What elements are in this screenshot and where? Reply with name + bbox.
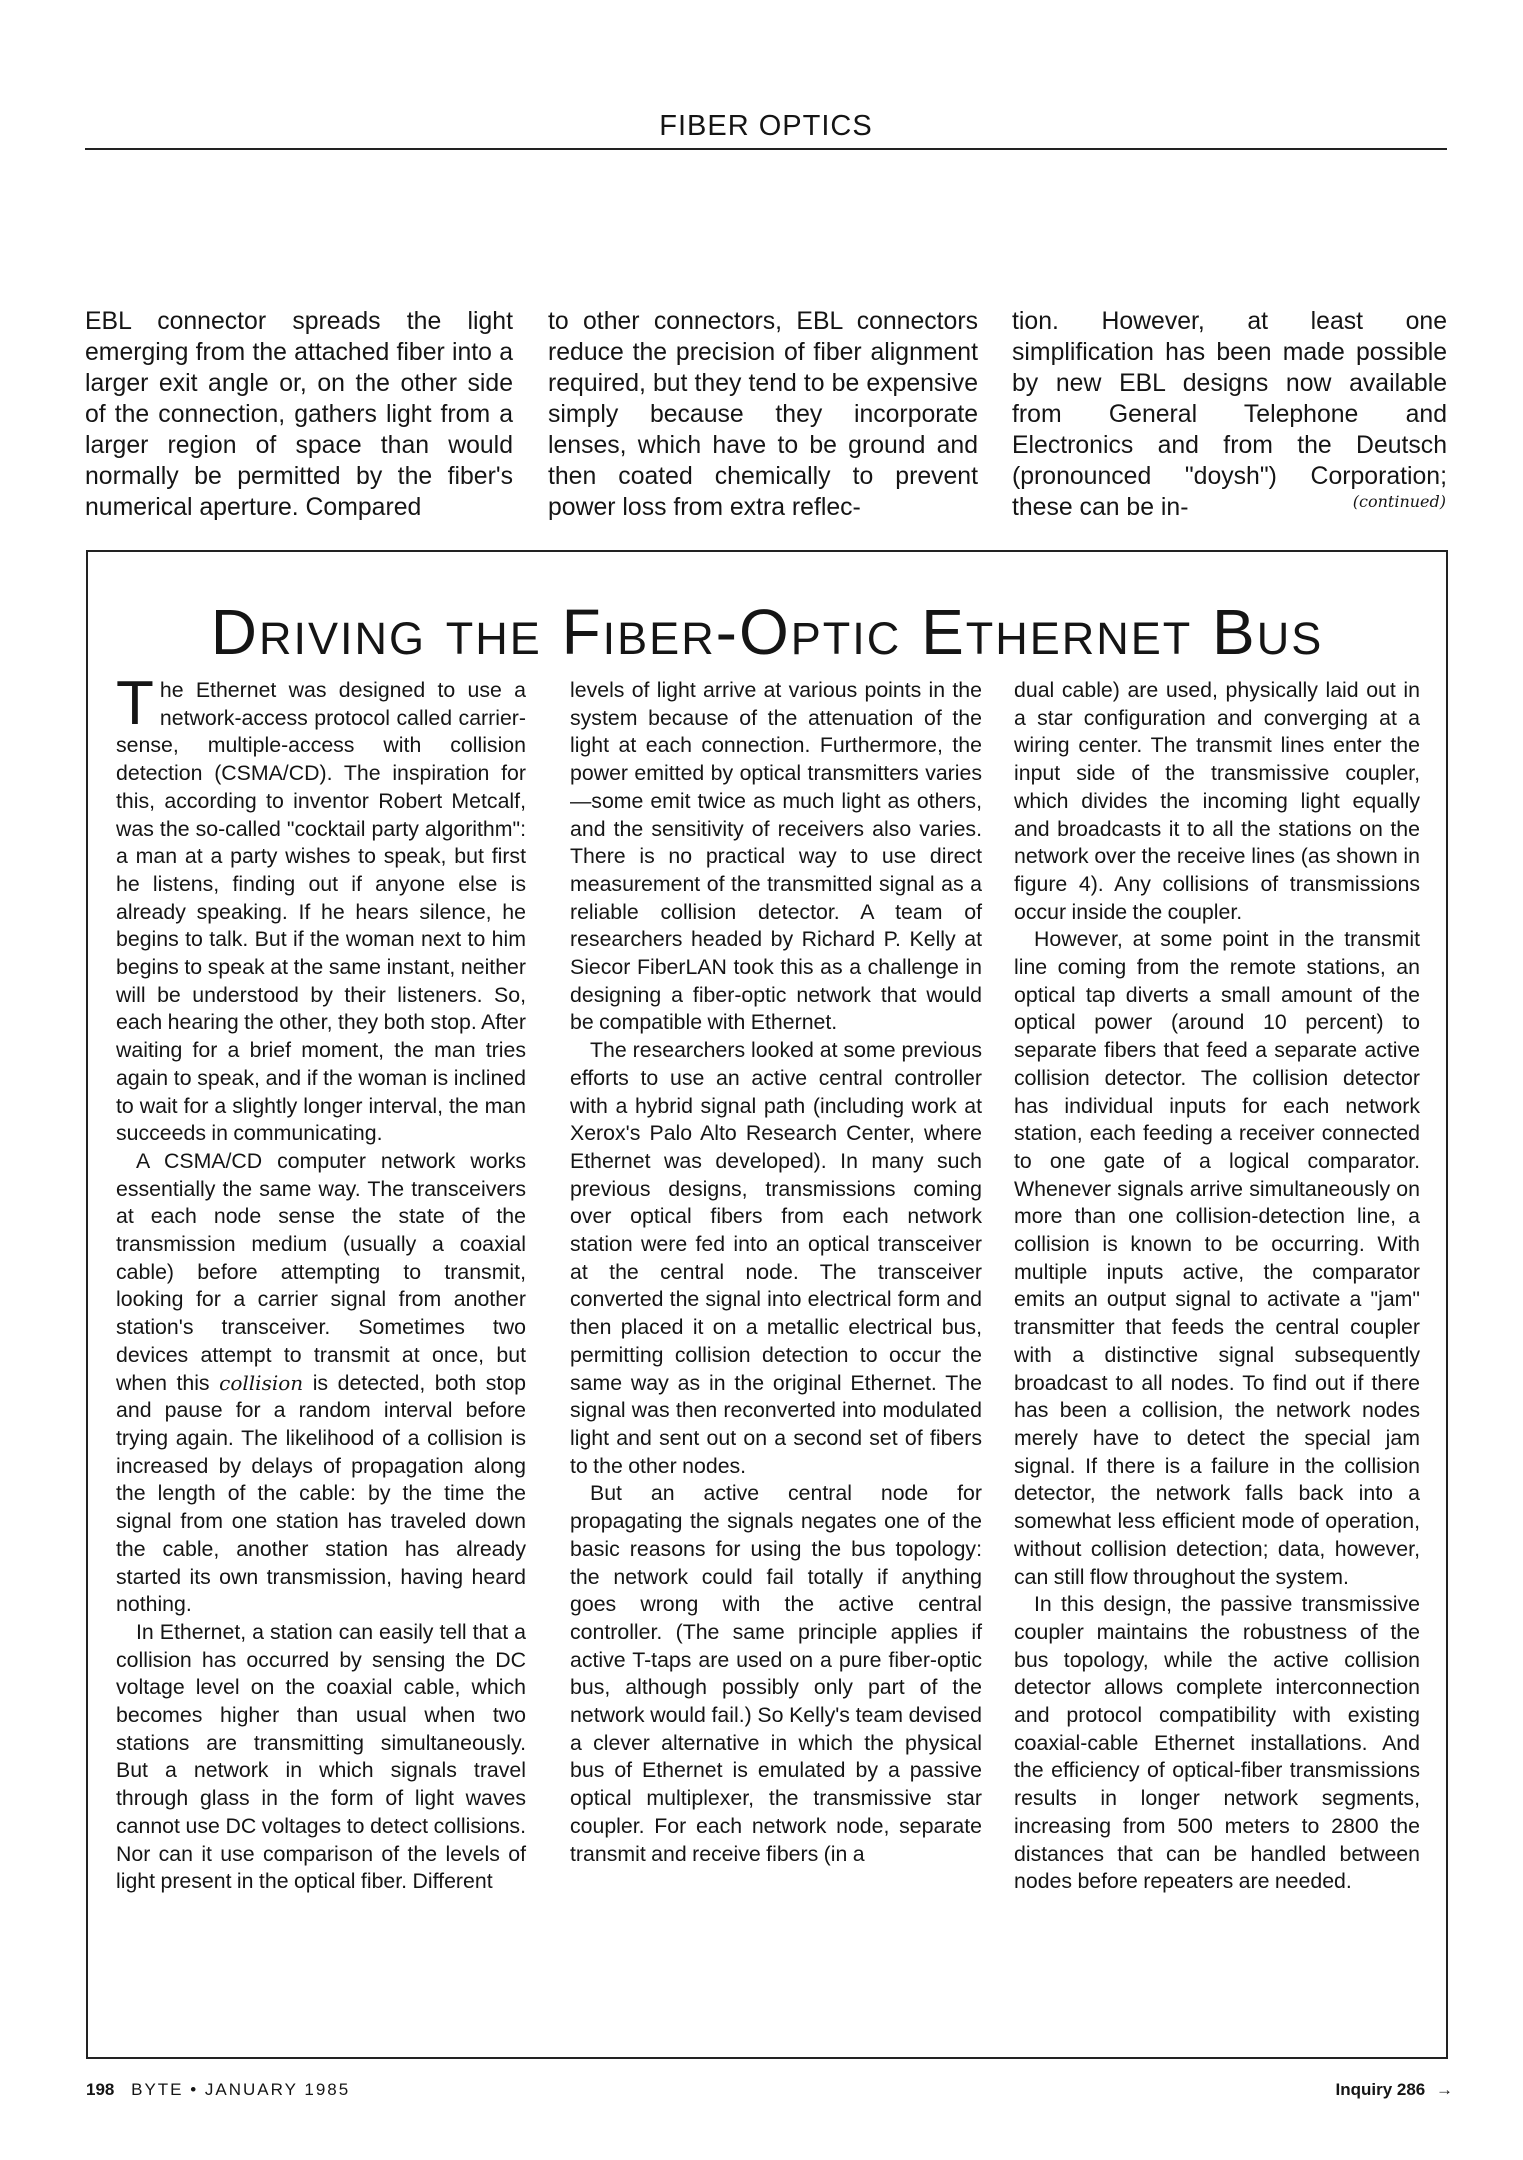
sidebar-paragraph: dual cable) are used, physically laid out in a star configuration and converging at a wiring center. The transmit lines enter the input side of the transmissive coupler, which divides the incoming light equally and broadcasts it to all the stations on the network over the receive lines (as shown in figure 4). Any collisions of transmissions occur inside the coupler.: [1014, 678, 1420, 924]
page-number: 198: [86, 2080, 115, 2099]
arrow-right-icon: →: [1436, 2080, 1453, 2099]
drop-cap: T: [116, 669, 154, 738]
page-footer: [86, 2080, 350, 2100]
paragraph-text: is detected, both stop and pause for a random interval before trying again. The likelihood of a collision is increased by delays of propagation along the length of the cable: by the time the signal from one station has traveled down the cable, another station has already started its own transmission, having heard nothing.: [116, 1370, 527, 1617]
sidebar-paragraph: However, at some point in the transmit line coming from the remote stations, an optical tap diverts a small amount of the optical power (around 10 percent) to separate fibers that feed a separate active collision detector. The collision detector has individual inputs for each network station, each feeding a receiver connected to one gate of a logical comparator. Whenever signals arrive simultaneously on more than one collision-detection line, a collision is known to be occurring. With multiple inputs active, the comparator emits an output signal to activate a "jam" transmitter that feeds the central coupler with a distinctive signal subsequently broadcast to all nodes. To find out if there has been a collision, the network nodes merely have to detect the special jam signal. If there is a failure in the collision detector, the network falls back into a somewhat less efficient mode of operation, without collision detection; data, however, can still flow throughout the system.: [1014, 927, 1420, 1589]
sidebar-paragraph: But an active central node for propagating the signals negates one of the basic reasons for using the bus topology: the network could fail totally if anything goes wrong with the active central controller. (The same principle applies if active T-taps are used on a pure fiber-optic bus, although possibly only part of the network would fail.) So Kelly's team devised a clever alternative in which the physical bus of Ethernet is emulated by a passive optical multiplexer, the transmissive star coupler. For each network node, separate transmit and receive fibers (in a: [570, 1481, 982, 1866]
sidebar-paragraph: levels of light arrive at various points in the system because of the attenuation of the light at each connection. Furthermore, the power emitted by optical transmitters varies—some emit twice as much light as others, and the sensitivity of receivers also varies. There is no practical way to use direct measurement of the transmitted signal as a reliable collision detector. A team of researchers headed by Richard P. Kelly at Siecor FiberLAN took this as a challenge in designing a fiber-optic network that would be compatible with Ethernet.: [570, 678, 982, 1035]
header-rule: [85, 148, 1447, 150]
sidebar-paragraph: [116, 669, 526, 1148]
sidebar-column-2: [570, 677, 982, 1868]
continued-note: (continued): [1352, 492, 1446, 511]
sidebar-paragraph: The researchers looked at some previous efforts to use an active central controller with a hybrid signal path (including work at Xerox's Palo Alto Research Center, where Ethernet was developed). In many such previous designs, transmissions coming over optical fibers from each network station were fed into an optical transceiver at the central node. The transceiver converted the signal into electrical form and then placed it on a metallic electrical bus, permitting collision detection to occur the same way as in the original Ethernet. The signal was then reconverted into modulated light and sent out on a second set of fibers to the other nodes.: [570, 1038, 982, 1478]
sidebar-column-3: [1014, 677, 1420, 1896]
section-header: FIBER OPTICS: [659, 110, 873, 142]
article-column-3: tion. However, at least one simplification has been made possible by new EBL designs now available from General Telephone and Electronics and from the Deutsch (pronounced "doysh") Corporation; these can be in-: [1012, 308, 1447, 521]
inquiry-reference: [1336, 2080, 1454, 2100]
paragraph-text: A CSMA/CD computer network works essentially the same way. The transceivers at each node sense the state of the transmission medium (usually a coaxial cable) before attempting to transmit, looking for a carrier signal from another station's transceiver. Sometimes two devices attempt to transmit at once, but when this: [116, 1148, 526, 1395]
paragraph-text: he Ethernet was designed to use a network-access protocol called carrier-sense, multiple-access with collision detection (CSMA/CD). The inspiration for this, according to inventor Robert Metcalf, was the so-called "cocktail party algorithm": a man at a party wishes to speak, but first he listens, finding out if anyone else is already speaking. If he hears silence, he begins to talk. But if the woman next to him begins to speak at the same instant, neither will be understood by their listeners. So, each hearing the other, they both stop. After waiting for a brief moment, the man tries again to speak, and if the woman is inclined to wait for a slightly longer interval, the man succeeds in communicating.: [116, 678, 526, 1146]
sidebar-paragraph: [116, 1148, 526, 1619]
article-column-1: EBL connector spreads the light emerging from the attached fiber into a larger exit angle or, on the other side of the connection, gathers light from a larger region of space than would normally be permitted by the fiber's numerical aperture. Compared: [85, 308, 513, 521]
sidebar-column-1: [116, 669, 527, 1896]
sidebar-box: [86, 550, 1448, 2059]
sidebar-paragraph: In Ethernet, a station can easily tell that a collision has occurred by sensing the DC voltage level on the coaxial cable, which becomes higher than usual when two stations are transmitting simultaneously. But a network in which signals travel through glass in the form of light waves cannot use DC voltages to detect collisions. Nor can it use comparison of the levels of light present in the optical fiber. Different: [116, 1619, 526, 1894]
article-column-2: to other connectors, EBL connectors reduce the precision of fiber alignment required, but they tend to be expensive simply because they incorporate lenses, which have to be ground and then coated chemically to prevent power loss from extra reflec-: [548, 308, 978, 521]
inquiry-number: Inquiry 286: [1335, 2080, 1426, 2099]
magazine-issue: BYTE • JANUARY 1985: [131, 2080, 351, 2099]
sidebar-paragraph: In this design, the passive transmissive coupler maintains the robustness of the bus topology, while the active collision detector allows complete interconnection and protocol compatibility with existing coaxial-cable Ethernet installations. And the efficiency of optical-fiber transmissions results in longer network segments, increasing from 500 meters to 2800 the distances that can be handled between nodes before repeaters are needed.: [1014, 1592, 1420, 1894]
sidebar-title: Driving the Fiber-Optic Ethernet Bus: [210, 596, 1324, 668]
italic-term: collision: [219, 1370, 304, 1395]
